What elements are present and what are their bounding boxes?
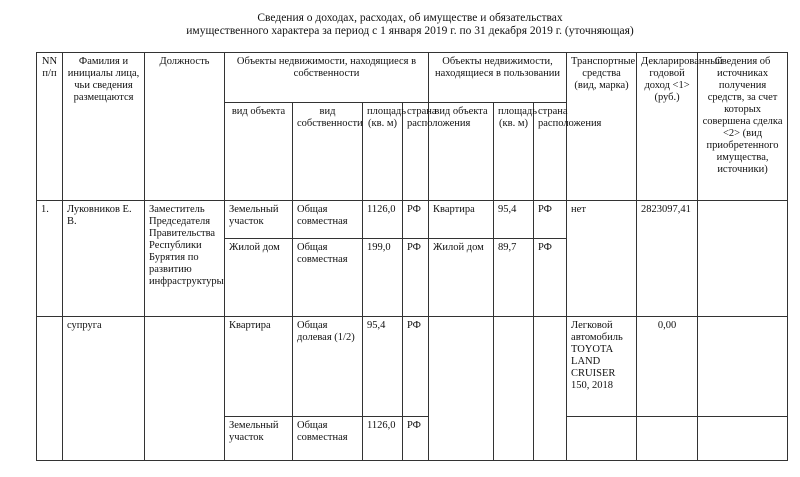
header-used-area: площадь (кв. м) bbox=[494, 103, 534, 201]
spouse-used-type bbox=[429, 317, 494, 461]
spouse-income-empty bbox=[637, 417, 698, 461]
used-area-cell: 89,7 bbox=[494, 239, 534, 317]
owned-country-cell: РФ bbox=[403, 201, 429, 239]
header-income: Декларированный годовой доход <1> (руб.) bbox=[637, 53, 698, 201]
title-line-1: Сведения о доходах, расходах, об имуществе и обязательствах bbox=[257, 12, 563, 24]
owned-area-cell: 1126,0 bbox=[363, 201, 403, 239]
header-used-type: вид объекта bbox=[429, 103, 494, 201]
spouse-used-country bbox=[534, 317, 567, 461]
owned-type-cell: Квартира bbox=[225, 317, 293, 417]
person-transport: нет bbox=[567, 201, 637, 317]
header-used-property: Объекты недвижимости, находящиеся в пользовании bbox=[429, 53, 567, 103]
person-income: 2823097,41 bbox=[637, 201, 698, 317]
used-country-cell: РФ bbox=[534, 239, 567, 317]
owned-country-cell: РФ bbox=[403, 317, 429, 417]
person-name: Луковников Е. В. bbox=[63, 201, 145, 317]
owned-type-cell: Земельный участок bbox=[225, 201, 293, 239]
header-transport: Транспортные средства (вид, марка) bbox=[567, 53, 637, 201]
spouse-used-area bbox=[494, 317, 534, 461]
header-sources: Сведения об источниках получения средств, за счет которых совершена сделка <2> (вид приобретенного имущества, источники) bbox=[698, 53, 788, 201]
owned-type-cell: Земельный участок bbox=[225, 417, 293, 461]
header-owned-type: вид объекта bbox=[225, 103, 293, 201]
used-type-cell: Жилой дом bbox=[429, 239, 494, 317]
used-area-cell: 95,4 bbox=[494, 201, 534, 239]
header-name: Фамилия и инициалы лица, чьи сведения размещаются bbox=[63, 53, 145, 201]
header-position: Должность bbox=[145, 53, 225, 201]
header-row-1 bbox=[37, 53, 788, 103]
person-position: Заместитель Председателя Правительства Республики Бурятия по развитию инфраструктуры bbox=[145, 201, 225, 317]
used-country-cell: РФ bbox=[534, 201, 567, 239]
header-used-country: страна расположения bbox=[534, 103, 567, 201]
spouse-sources-empty bbox=[698, 417, 788, 461]
owned-area-cell: 1126,0 bbox=[363, 417, 403, 461]
header-owned-property: Объекты недвижимости, находящиеся в собственности bbox=[225, 53, 429, 103]
owned-kind-cell: Общая совместная bbox=[293, 417, 363, 461]
owned-kind-cell: Общая долевая (1/2) bbox=[293, 317, 363, 417]
spouse-sources bbox=[698, 317, 788, 417]
spouse-number bbox=[37, 317, 63, 461]
spouse-name: супруга bbox=[63, 317, 145, 461]
person-sources bbox=[698, 201, 788, 317]
owned-type-cell: Жилой дом bbox=[225, 239, 293, 317]
person-number: 1. bbox=[37, 201, 63, 317]
title-line-2: имущественного характера за период с 1 января 2019 г. по 31 декабря 2019 г. (уточняющая) bbox=[186, 25, 634, 37]
table-row bbox=[37, 201, 788, 239]
declaration-table bbox=[36, 52, 788, 461]
owned-country-cell: РФ bbox=[403, 417, 429, 461]
owned-kind-cell: Общая совместная bbox=[293, 201, 363, 239]
header-owned-kind: вид собственности bbox=[293, 103, 363, 201]
owned-area-cell: 199,0 bbox=[363, 239, 403, 317]
spouse-transport: Легковой автомобиль TOYOTA LAND CRUISER 150, 2018 bbox=[567, 317, 637, 417]
table-row bbox=[37, 317, 788, 417]
header-owned-country: страна расположения bbox=[403, 103, 429, 201]
spouse-income: 0,00 bbox=[637, 317, 698, 417]
owned-country-cell: РФ bbox=[403, 239, 429, 317]
used-type-cell: Квартира bbox=[429, 201, 494, 239]
header-owned-area: площадь (кв. м) bbox=[363, 103, 403, 201]
owned-area-cell: 95,4 bbox=[363, 317, 403, 417]
spouse-position bbox=[145, 317, 225, 461]
header-nn: NN п/п bbox=[37, 53, 63, 201]
spouse-transport-empty bbox=[567, 417, 637, 461]
owned-kind-cell: Общая совместная bbox=[293, 239, 363, 317]
document-title bbox=[130, 12, 690, 38]
